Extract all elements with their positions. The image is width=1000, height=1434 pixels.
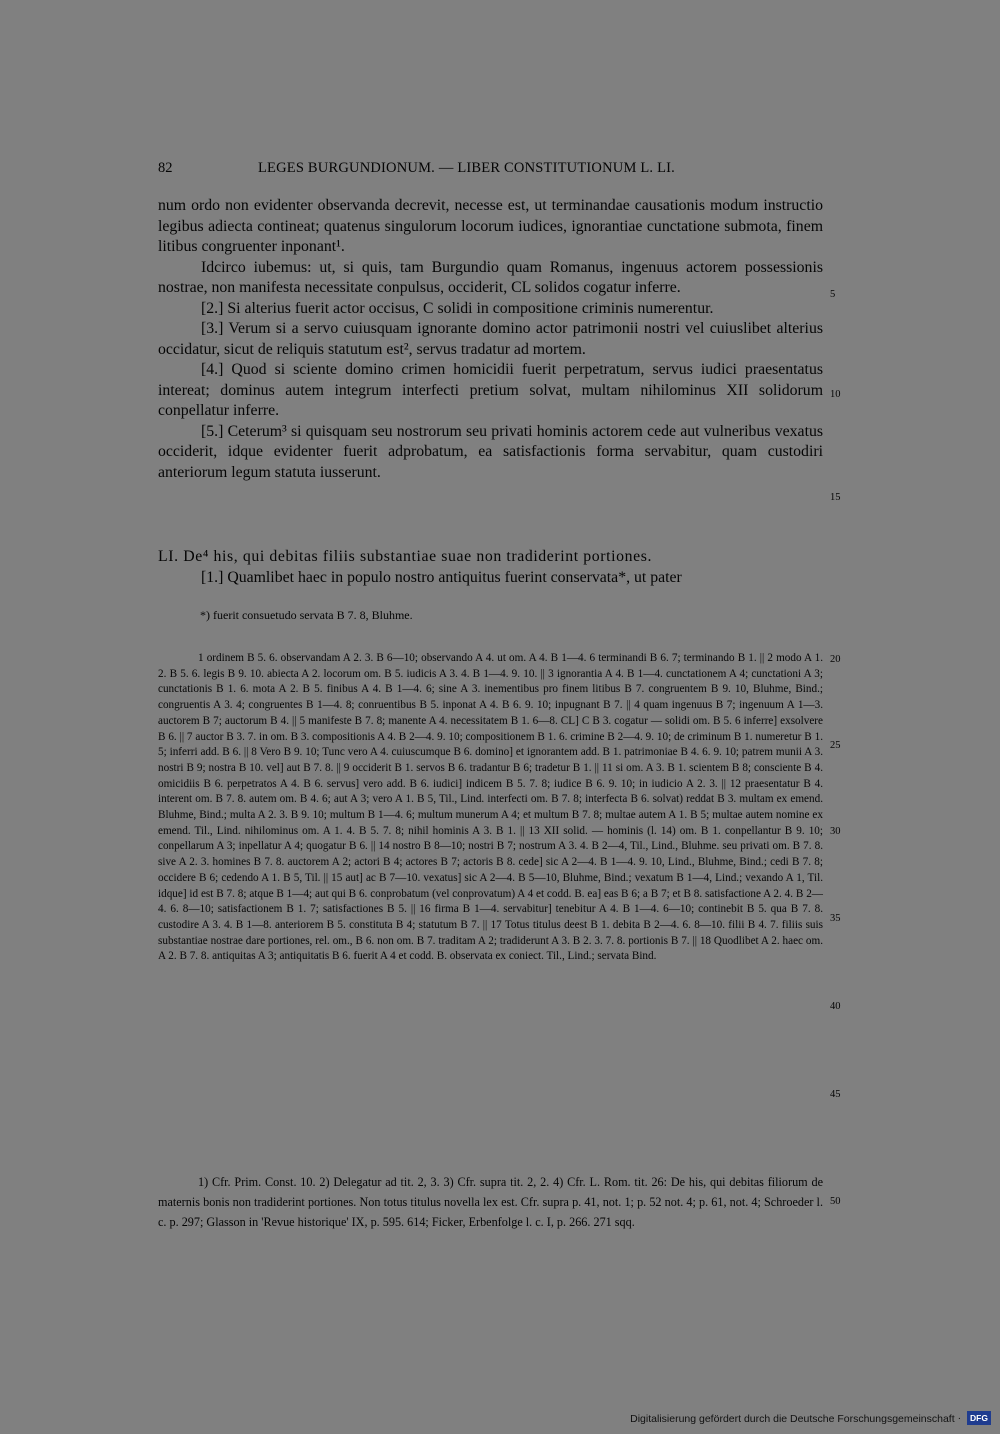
line-number: 40 (830, 1001, 841, 1012)
section-title: LI. De⁴ his, qui debitas filiis substantiae suae non tradiderint portiones. (158, 548, 653, 565)
line-number: 25 (830, 740, 841, 751)
dfg-logo: DFG (967, 1411, 991, 1425)
paragraph: Idcirco iubemus: ut, si quis, tam Burgundio quam Romanus, ingenuus actorem possessionis nostrae, non manifesta necessitate conpulsus, occiderit, CL solidos cogatur inferre. (158, 258, 823, 296)
line-number: 35 (830, 913, 841, 924)
star-footnote: *) fuerit consuetudo servata B 7. 8, Bluhme. (200, 608, 413, 622)
note-block: 1) Cfr. Prim. Const. 10. 2) Delegatur ad tit. 2, 3. 3) Cfr. supra tit. 2, 2. 4) Cfr. L. Rom. tit. 26: De his, qui debitas filiorum de maternis bonis non tradiderint portiones. Non totus titulus novella lex est. Cfr. supra p. 41, not. 1; p. 52 not. 4; p. 61, not. 4; Schroeder l. c. p. 297; Glasson in 'Revue historique' IX, p. 595. 614; Ficker, Erbenfolge l. c. I, p. 266. 271 sqq. (158, 1175, 823, 1229)
historical-notes (158, 1173, 823, 1232)
line-number: 10 (830, 389, 841, 400)
line-number: 20 (830, 654, 841, 665)
funding-footer: Digitalisierung gefördert durch die Deutsche Forschungsgemeinschaft · DFG (630, 1411, 991, 1427)
page-number: 82 (158, 160, 173, 176)
paragraph: [2.] Si alterius fuerit actor occisus, C solidi in compositione criminis numerentur. (201, 299, 714, 317)
funding-text: Digitalisierung gefördert durch die Deutsche Forschungsgemeinschaft (630, 1412, 955, 1425)
law-text-li (158, 547, 823, 588)
paragraph: num ordo non evidenter observanda decrevit, necesse est, ut terminandae causationis modum instructio legibus adiecta contineat; quatenus singulorum locorum iudices, ignorantiae cunctatione submota, finem litibus congruenter inponant¹. (158, 197, 823, 255)
paragraph: [1.] Quamlibet haec in populo nostro antiquitus fuerint conservata*, ut pater (201, 568, 682, 586)
line-number: 5 (830, 289, 836, 300)
paragraph: [3.] Verum si a servo cuiusquam ignorante domino actor patrimonii nostri vel cuiuslibet alterius occidatur, sicut de reliquis statutum est², servus tradatur ad mortem. (158, 320, 823, 358)
paragraph: [5.] Ceterum³ si quisquam seu nostrorum seu privati hominis actorem cede aut vulneribus vexatus occiderit, idque evidenter fuerit adprobatum, ea satisfactionis forma servabitur, quam custodiri anteriorum legum statuta iusserunt. (158, 422, 823, 481)
law-text-l (158, 196, 823, 483)
line-number: 50 (830, 1196, 841, 1207)
running-title: LEGES BURGUNDIONUM. — LIBER CONSTITUTIONUM L. LI. (258, 160, 675, 176)
apparatus-entry: 1 ordinem B 5. 6. observandam A 2. 3. B 6—10; observando A 4. ut om. A 4. B 1—4. 6 terminandi B 6. 7; terminando B 1. || 2 modo A 1. 2. B 5. 6. legis B 9. 10. abiecta A 2. locorum om. B 5. iudicis A 3. 4. B 1—4. 9. 10. || 3 ignorantia A 4. B 1—4. cunctationem A 4; cunctationi A 3; cunctationis B 1. 6. mota A 2. B 5. finibus A 4. B 1—4. 6; sine A 3. inementibus pro finem litibus B 7. congruentem B 9. 10, Bluhme, Bind.; congruentis A 3. 4; congruentes B 1—4. 8; conruentibus B 5. inponat A 4. B 6. 9. 10; inpugnant B 7. || 4 quam ingenuus B 7; ingenuum A 1—3. auctorem B 7; auctorum B 4. || 5 manifeste B 7. 8; manente A 4. necessitatem B 1. 6—8. CL] C B 3. cogatur — solidi om. B 5. 6 inferre] exsolvere B 6. || 7 auctor B 3. 7. in om. B 3. compositionis A 4. B 2—4. 9. 10; compositionem B 1. 6. crimine B 2—4. 9. 10; de criminum B 1. numeretur B 1. 5; inferri add. B 6. || 8 Vero B 9. 10; Tunc vero A 4. cuiuscumque B 6. domino] et ignorantem add. B 1. patrimoniae B 4. 6. 9. 10; patrem munii A 3. nostri B 9; nostra B 10. vel] aut B 7. 8. || 9 occiderit B 1. servos B 6. tradantur B 6; tradetur B 1. || 11 si om. A 3. B 1. scientem B 8; consciente B 4. omicidiis B 6. perpetratos A 4. B 6. servus] vero add. B 6. iudici] indicem B 5. 7. 8; iudice B 6. 9. 10; in iudicio A 2. 3. || 12 praesentatur B 4. interent om. B 7. 8. autem om. B 4. 6; aut A 3; vero A 1. B 5, Til., Lind. interfecti om. B 7. 8; interfecta B 6. solvat) reddat B 3. multam ex emend. Bluhme, Bind.; multa A 2. 3. B 9. 10; multum B 1—4. 6; multum munerum A 4; et multum B 7. 8; multae autem A 1. B 5; multae autem nomine ex emend. Til., Lind. nihilominus om. A 1. 4. B 5. 7. 8; nihil hominis A 3. B 1. || 13 XII solid. — hominis (l. 14) om. B 1. conpellantur B 9. 10; conpellarum A 3; inpellatur A 4; quogatur B 6. || 14 nostro B 8—10; nostri B 7; nostrum A 3. 4. B 2—4, Til., Lind., Bluhme. seu privati om. B 7. 8. sive A 2. 3. homines B 7. 8. auctorem A 2; actori B 4; actores B 7; actoris B 8. cede] sic A 2—4. B 1—4. 9. 10, Lind., Bluhme, Bind.; cedi B 7. 8; occidere B 6; cedendo A 1. B 5, Til. || 15 aut] ac B 7—10. vexatus] sic A 2—4. B 5—10, Bluhme, Bind.; vexatum B 1—4, Lind.; vexando A 1, Til. idque] id est B 7. 8; atque B 1—4; aut qui B 6. conprobatum (vel conprovatum) A 4 et codd. B. ea] eas B 6; a B 7; et B 8. satisfactione A 2. 4. B 2—4. 6. 8—10; satisfactionem B 1. 7; satisfactiones B 5. || 16 firma B 1—4. servabitur] tenebitur A 4. B 1—4. 6—10; continebit B 5. qua B 7. 8. custodire A 3. 4. B 1—8. anteriorem B 5. constituta B 4; statutum B 7. || 17 Totus titulus deest B 1. debita B 2—4. 6. 8—10. filii B 4. 7. filiis suis substantiae nostrae dare portiones, rel. om., B 6. non om. B 7. traditam A 2; tradiderunt A 3. B 2. 3. 7. 8. portionis B 7. || 18 Quodlibet A 2. haec om. A 2. B 7. 8. antiquitas A 3; antiquitatis B 6. fuerit A 4 et codd. B. observata ex coniect. Til., Lind.; servata Bind. (158, 652, 823, 963)
critical-apparatus (158, 651, 823, 965)
line-number: 15 (830, 492, 841, 503)
running-header (158, 160, 823, 184)
line-number: 30 (830, 826, 841, 837)
line-number: 45 (830, 1089, 841, 1100)
paragraph: [4.] Quod si sciente domino crimen homicidii fuerit perpetratum, servus iudici praesentatus intereat; dominus autem integrum interfecti pretium solvat, multam nihilominus XII solidorum conpellatur inferre. (158, 361, 823, 419)
